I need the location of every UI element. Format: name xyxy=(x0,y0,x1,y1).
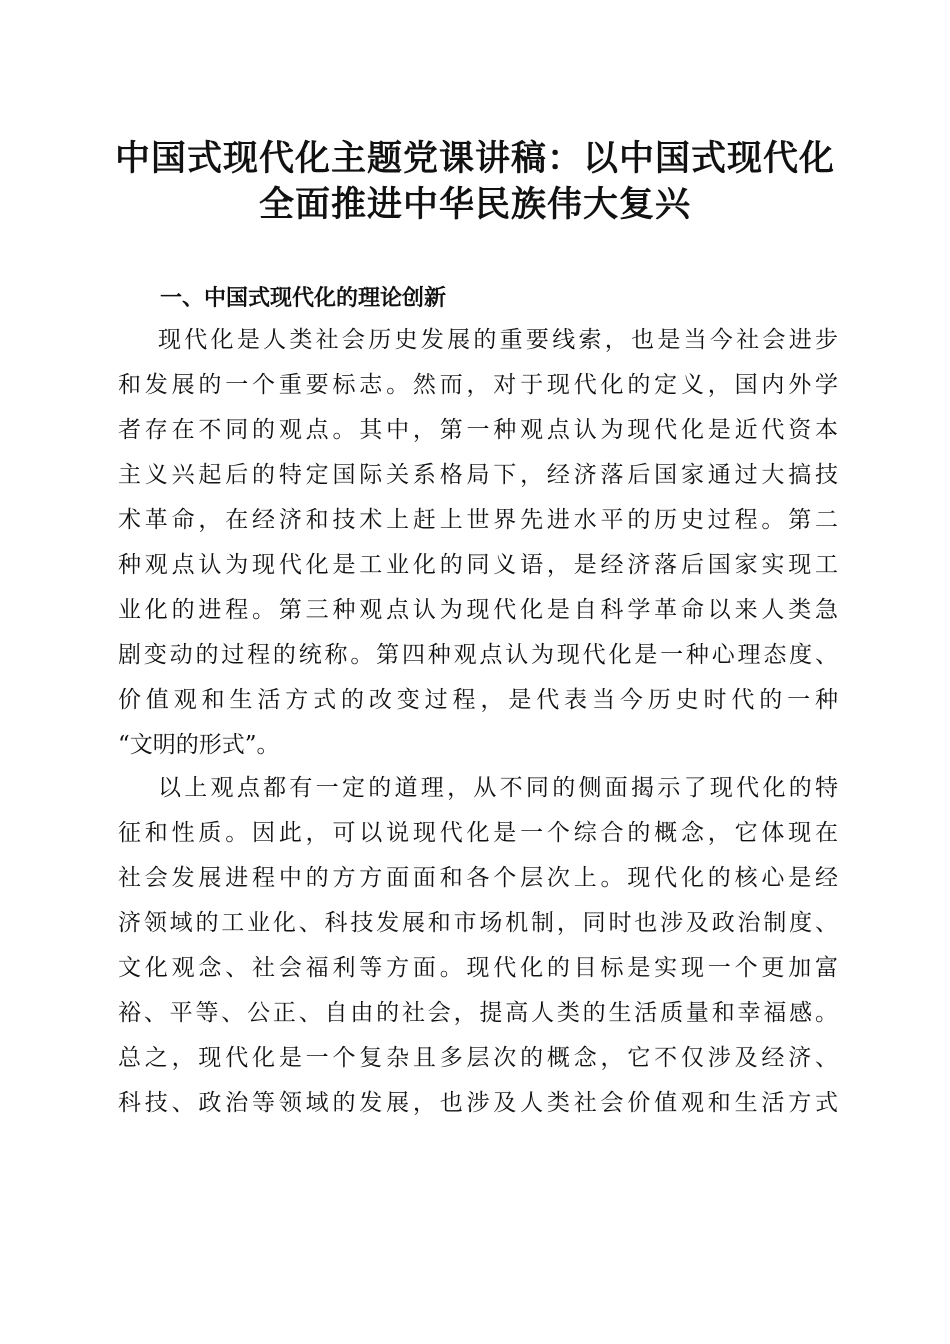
paragraph-line: 剧变动的过程的统称。第四种观点认为现代化是一种心理态度、 xyxy=(118,642,838,668)
paragraph-line: 现代化是人类社会历史发展的重要线索，也是当今社会进步 xyxy=(158,327,838,353)
paragraph-2 xyxy=(118,766,838,1126)
paragraph-line: 种观点认为现代化是工业化的同义语，是经济落后国家实现工 xyxy=(118,552,838,578)
paragraph-1 xyxy=(118,318,838,768)
paragraph-line: “文明的形式”。 xyxy=(118,732,280,758)
paragraph-line: 科技、政治等领域的发展，也涉及人类社会价值观和生活方式 xyxy=(118,1090,838,1116)
section-heading: 一、中国式现代化的理论创新 xyxy=(160,286,447,311)
paragraph-line: 文化观念、社会福利等方面。现代化的目标是实现一个更加富 xyxy=(118,955,838,981)
paragraph-line: 济领域的工业化、科技发展和市场机制，同时也涉及政治制度、 xyxy=(118,910,838,936)
paragraph-line: 者存在不同的观点。其中，第一种观点认为现代化是近代资本 xyxy=(118,417,838,443)
paragraph-line: 价值观和生活方式的改变过程，是代表当今历史时代的一种 xyxy=(118,687,838,713)
paragraph-line: 总之，现代化是一个复杂且多层次的概念，它不仅涉及经济、 xyxy=(118,1045,838,1071)
title-line-2: 全面推进中华民族伟大复兴 xyxy=(258,184,691,225)
paragraph-line: 社会发展进程中的方方面面和各个层次上。现代化的核心是经 xyxy=(118,865,838,891)
paragraph-line: 术革命，在经济和技术上赶上世界先进水平的历史过程。第二 xyxy=(118,507,838,533)
paragraph-line: 主义兴起后的特定国际关系格局下，经济落后国家通过大搞技 xyxy=(118,462,838,488)
document-title xyxy=(80,136,870,228)
paragraph-line: 征和性质。因此，可以说现代化是一个综合的概念，它体现在 xyxy=(118,820,838,846)
paragraph-line: 以上观点都有一定的道理，从不同的侧面揭示了现代化的特 xyxy=(158,775,838,801)
paragraph-line: 和发展的一个重要标志。然而，对于现代化的定义，国内外学 xyxy=(118,372,838,398)
paragraph-line: 裕、平等、公正、自由的社会，提高人类的生活质量和幸福感。 xyxy=(118,1000,838,1026)
title-line-1: 中国式现代化主题党课讲稿：以中国式现代化 xyxy=(114,138,835,179)
paragraph-line: 业化的进程。第三种观点认为现代化是自科学革命以来人类急 xyxy=(118,597,838,623)
